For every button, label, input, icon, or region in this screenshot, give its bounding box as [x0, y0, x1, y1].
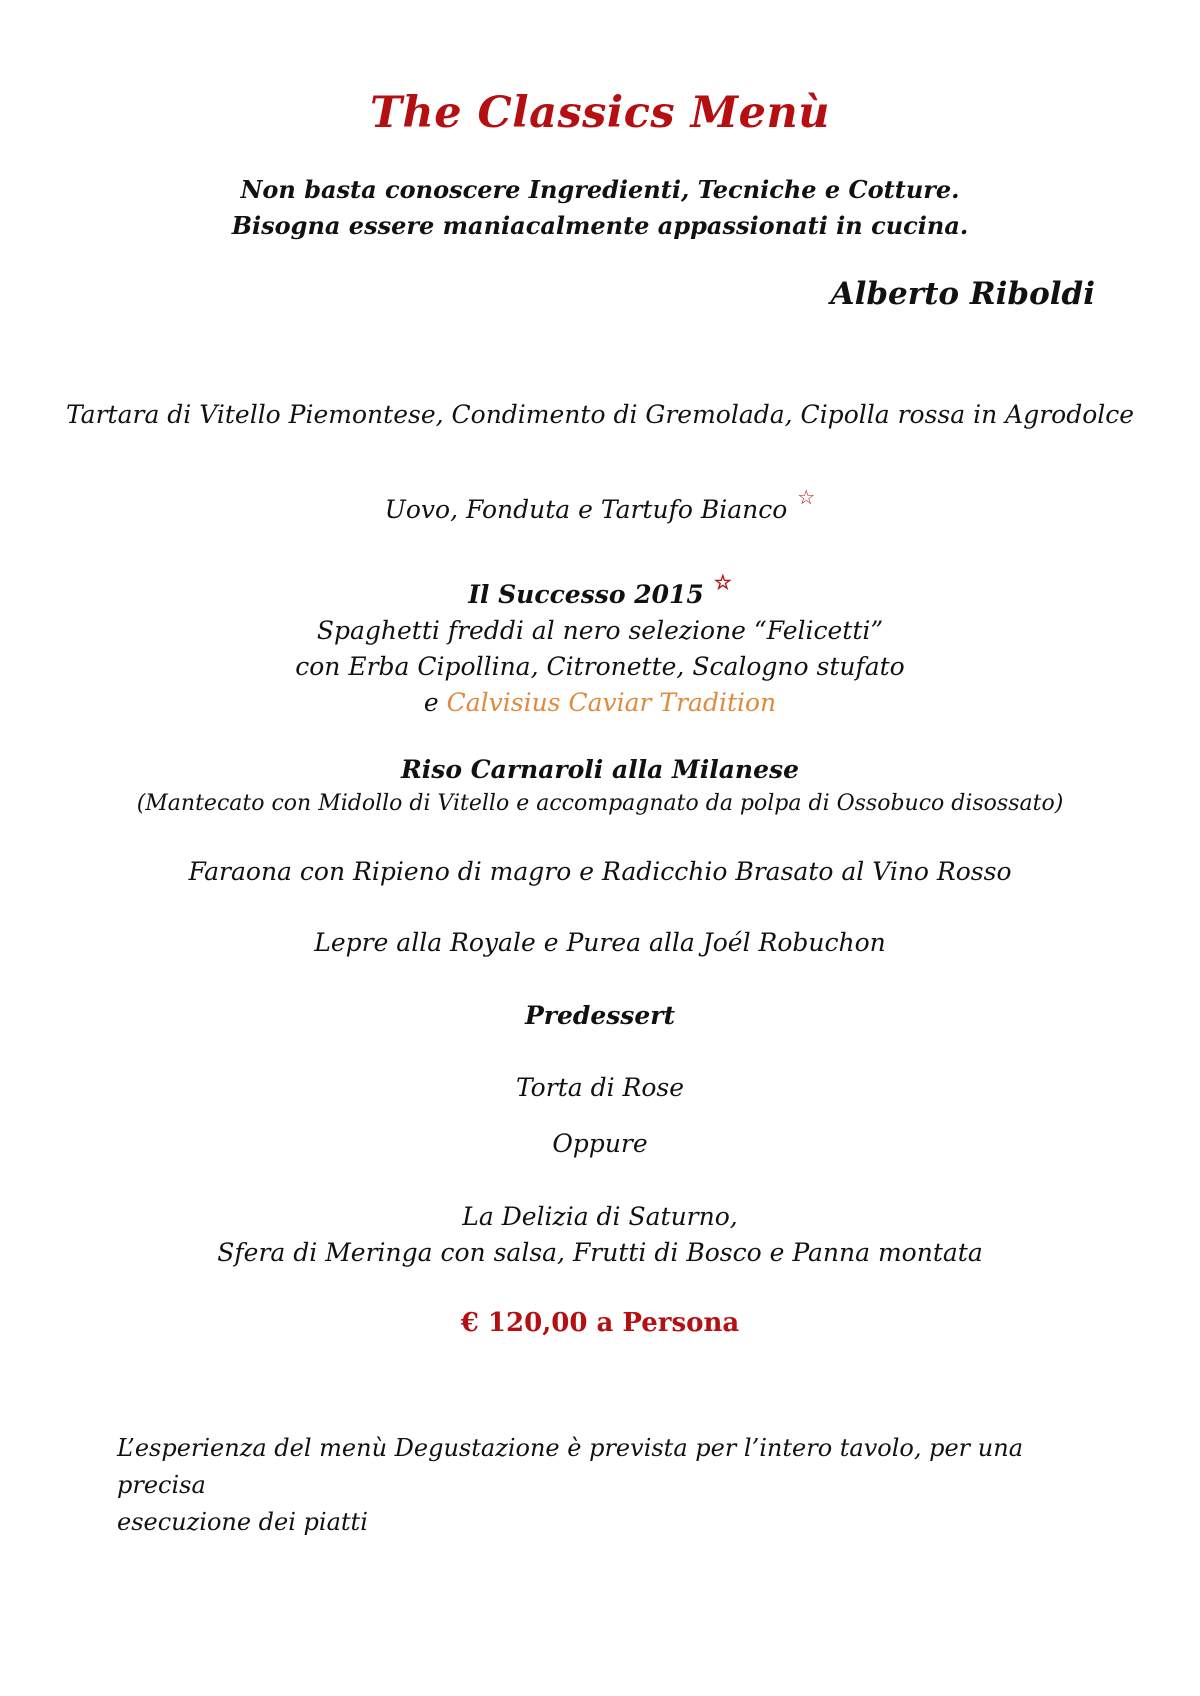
dish-tartara: Tartara di Vitello Piemontese, Condimento di Gremolada, Cipolla rossa in Agrodolce [65, 400, 1135, 429]
dish-successo-title [0, 564, 1200, 613]
chef-signature: Alberto Riboldi [830, 276, 1095, 312]
dish-delizia-line-2: Sfera di Meringa con salsa, Frutti di Bosco e Panna montata [217, 1238, 983, 1267]
oppure-separator: Oppure [552, 1129, 648, 1158]
dish-riso-note: (Mantecato con Midollo di Vitello e accompagnato da polpa di Ossobuco disossato) [136, 791, 1064, 816]
dish-successo-title-label: Il Successo 2015 [468, 580, 704, 609]
dish-uovo-label: Uovo, Fonduta e Tartufo Bianco [384, 495, 788, 524]
dish-faraona: Faraona con Ripieno di magro e Radicchio Brasato al Vino Rosso [188, 857, 1012, 886]
star-icon: ☆ [713, 570, 732, 594]
dish-riso [0, 752, 1200, 820]
menu-title: The Classics Menù [369, 88, 831, 138]
menu-price: € 120,00 a Persona [460, 1308, 740, 1338]
motto-line-2: Bisogna essere maniacalmente appassionati in cucina. [231, 211, 969, 240]
chef-motto [0, 172, 1200, 244]
caviar-highlight: Calvisius Caviar Tradition [446, 688, 777, 717]
dish-riso-title: Riso Carnaroli alla Milanese [401, 755, 799, 784]
predessert-heading: Predessert [524, 1001, 676, 1030]
dish-successo [0, 564, 1200, 721]
dish-lepre: Lepre alla Royale e Purea alla Joél Robuchon [314, 928, 886, 957]
disclaimer-line-2: esecuzione dei piatti [117, 1508, 368, 1536]
dish-successo-line-3 [0, 685, 1200, 721]
dish-uovo [0, 479, 1200, 528]
dish-successo-line-2: con Erba Cipollina, Citronette, Scalogno stufato [295, 652, 905, 681]
dish-delizia [0, 1199, 1200, 1271]
dish-successo-line-1: Spaghetti freddi al nero selezione “Felicetti” [316, 616, 884, 645]
star-icon: ☆ [797, 485, 816, 509]
motto-line-1: Non basta conoscere Ingredienti, Tecniche e Cotture. [240, 175, 960, 204]
dish-torta: Torta di Rose [515, 1073, 685, 1102]
disclaimer-line-1: L’esperienza del menù Degustazione è prevista per l’intero tavolo, per una precisa [117, 1434, 1023, 1499]
dish-successo-line-3-prefix: e [423, 688, 439, 717]
dish-delizia-line-1: La Delizia di Saturno, [462, 1202, 738, 1231]
disclaimer-note [117, 1430, 1097, 1541]
